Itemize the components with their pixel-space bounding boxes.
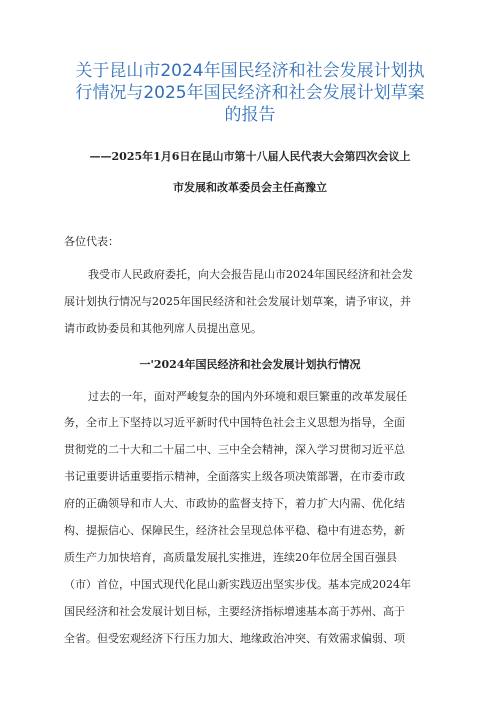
- salutation: 各位代表：: [64, 235, 119, 248]
- section-line: 贯彻党的二十大和二十届二中、三中全会精神，深入学习贯彻习近平总: [64, 443, 405, 456]
- intro-line: 请市政协委员和其他列席人员提出意见。: [64, 322, 262, 335]
- intro-line: 展计划执行情况与2025年国民经济和社会发展计划草案，请予审议，并: [64, 295, 411, 308]
- section-line: 过去的一年，面对严峻复杂的国内外环境和艰巨繁重的改革发展任: [88, 390, 407, 403]
- intro-line: 我受市人民政府委托，向大会报告昆山市2024年国民经济和社会发: [88, 268, 413, 281]
- report-author: 市发展和改革委员会主任高豫立: [173, 181, 327, 194]
- section-heading: 一'2024年国民经济和社会发展计划执行情况: [139, 358, 361, 371]
- title-line: 关于昆山市2024年国民经济和社会发展计划执: [75, 61, 425, 81]
- section-line: （市）首位，中国式现代化昆山新实践迈出坚实步伐。基本完成2024年: [64, 578, 411, 591]
- section-line: 府的正确领导和市人大、市政协的监督支持下，着力扩大内需、优化结: [64, 497, 405, 510]
- section-line: 国民经济和社会发展计划目标，主要经济指标增速基本高于苏州、高于: [64, 605, 405, 618]
- section-line: 构、提振信心、保障民生，经济社会呈现总体平稳、稳中有进态势，新: [64, 524, 405, 537]
- section-line: 质生产力加快培育，高质量发展扎实推进，连续20年位居全国百强县: [64, 551, 397, 564]
- section-line: 务，全市上下坚持以习近平新时代中国特色社会主义思想为指导，全面: [64, 416, 405, 429]
- title-line: 行情况与2025年国民经济和社会发展计划草案: [75, 83, 425, 103]
- title-line: 的报告: [224, 105, 276, 125]
- report-occasion: ——2025年1月6日在昆山市第十八届人民代表大会第四次会议上: [89, 150, 411, 163]
- section-line: 书记重要讲话重要指示精神，全面落实上级各项决策部署，在市委市政: [64, 470, 405, 483]
- section-line: 全省。但受宏观经济下行压力加大、地缘政治冲突、有效需求偏弱、项: [64, 632, 405, 645]
- report-title: [70, 60, 430, 126]
